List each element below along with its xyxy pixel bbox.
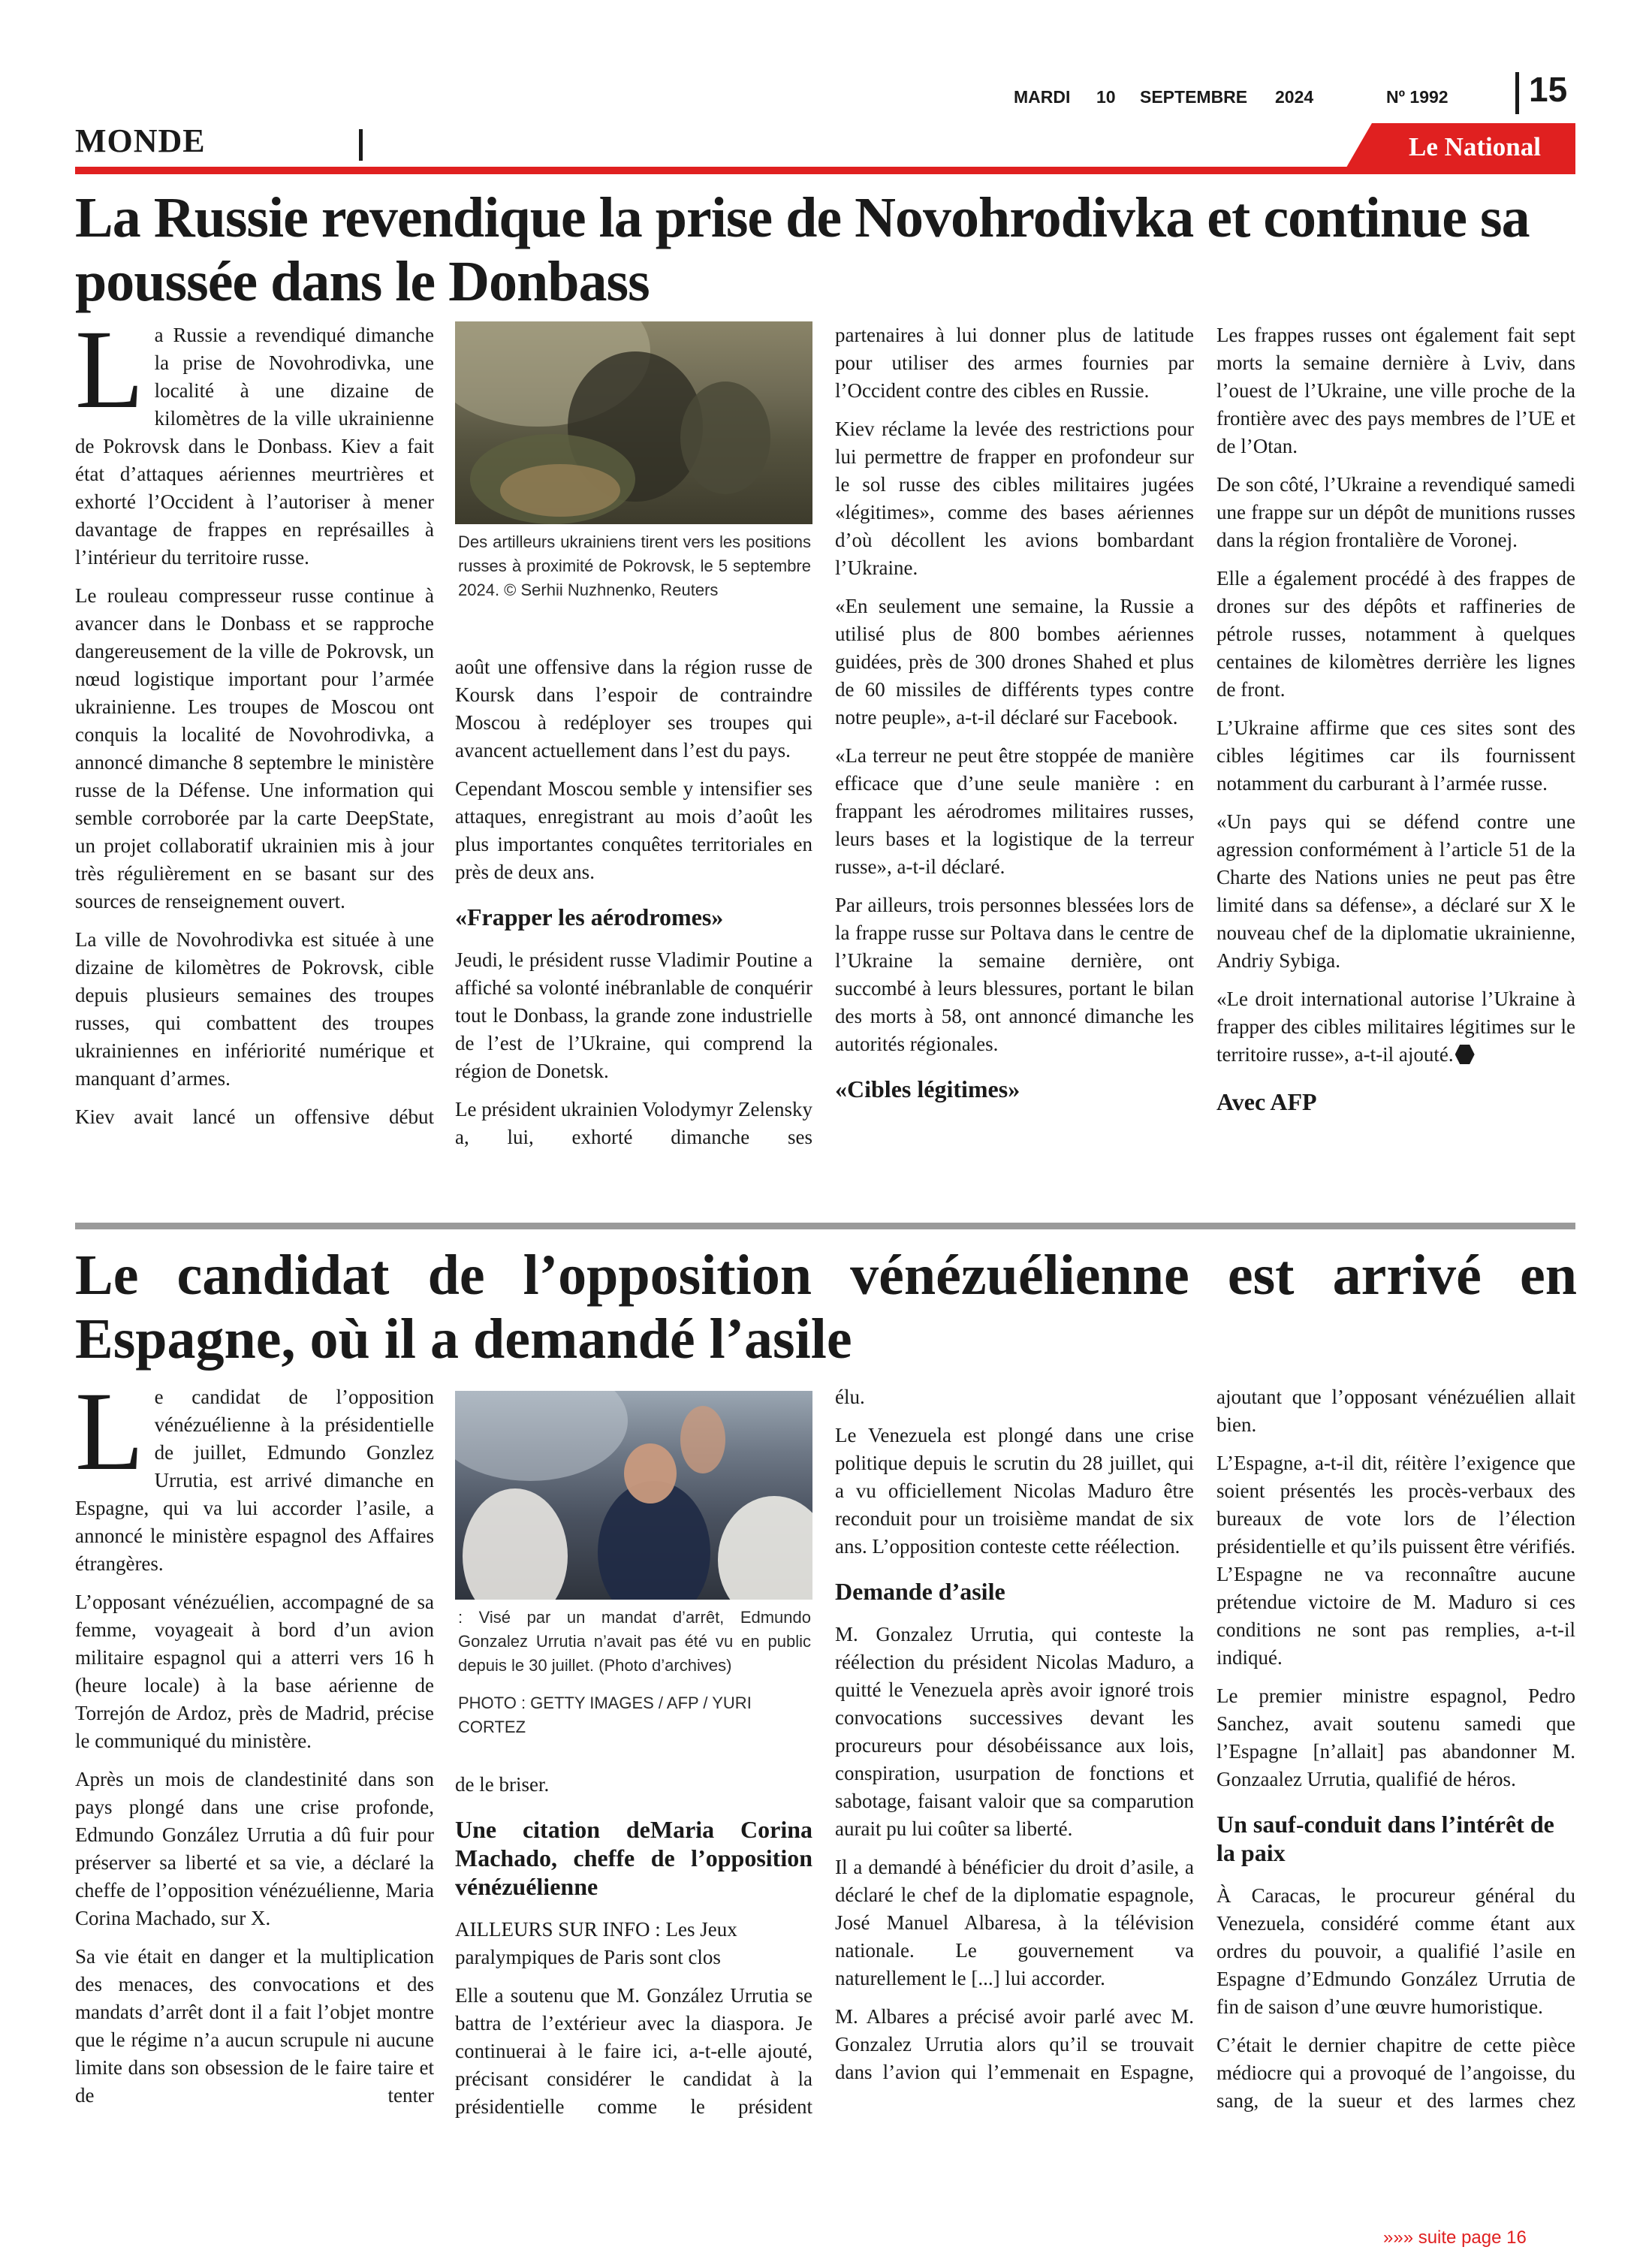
article1-column-2 xyxy=(455,653,812,1162)
end-of-article-icon xyxy=(1455,1045,1475,1064)
page-number: 15 xyxy=(1529,70,1568,109)
paragraph: «Un pays qui se défend contre une agression conformément à l’article 51 de la Charte des Nations unies ne peut pas être limité dans sa défense», a déclaré sur X le nouveau chef de la diplomatie ukrainienne, Andriy Sybiga. xyxy=(1216,810,1575,972)
date-month: SEPTEMBRE xyxy=(1140,87,1248,107)
dateline xyxy=(1014,84,1479,114)
article1-column-3 xyxy=(835,321,1194,1118)
article2-headline: Le candidat de l’opposition vénézuélienne est arrivé en Espagne, où il a demandé l’asile xyxy=(75,1244,1577,1371)
paragraph: L’Ukraine affirme que ces sites sont des cibles légitimes car ils fournissent notamment du carburant à l’armée russe. xyxy=(1216,716,1575,795)
related-link[interactable]: AILLEURS SUR INFO : Les Jeux paralympiques de Paris sont clos xyxy=(455,1918,737,1968)
continuation-link[interactable]: »»» suite page 16 xyxy=(1383,2227,1527,2248)
article2-column-1 xyxy=(75,1369,434,2120)
article1-photo-caption: Des artilleurs ukrainiens tirent vers les positions russes à proximité de Pokrovsk, le 5 septembre 2024. © Serhii Nuzhnenko, Reuters xyxy=(458,532,811,599)
paragraph: Le rouleau compresseur russe continue à avancer dans le Donbass et se rapproche dangereusement de la ville de Pokrovsk, un nœud logistique important pour l’armée ukrainienne. Les troupes de Moscou ont conquis la localité de Novohrodivka, a annoncé dimanche 8 septembre le ministère russe de la Défense. Une information qui semble corroborée par la carte DeepState, un projet collaboratif ukrainien mis à jour très régulièrement en se basant sur des sources de renseignement ouvert. xyxy=(75,584,434,912)
article2-subhead-2: Demande d’asile xyxy=(835,1578,1005,1605)
paragraph: ajoutant que l’opposant vénézuélien allait bien. xyxy=(1216,1386,1575,1436)
article2-subhead-3: Un sauf-conduit dans l’intérêt de la paix xyxy=(1216,1811,1554,1866)
photo-person-white-shirt xyxy=(718,1496,812,1600)
paragraph: «En seulement une semaine, la Russie a utilisé plus de 800 bombes aériennes guidées, près de 300 drones Shahed et plus de 60 missiles de différents types contre notre peuple», a-t-il déclaré sur Facebook. xyxy=(835,595,1194,728)
article1-photo xyxy=(455,321,812,524)
paragraph: Jeudi, le président russe Vladimir Poutine a affiché sa volonté inébranlable de conquérir tout le Donbass, la grande zone industrielle de l’est de l’Ukraine, qui comprend la région de Donetsk. xyxy=(455,949,812,1082)
paragraph: août une offensive dans la région russe de Koursk dans l’espoir de contraindre Moscou à redéployer ses troupes qui avancent actuellement dans l’est du pays. xyxy=(455,656,812,762)
photo-artillery-shell xyxy=(500,464,620,517)
paragraph: C’était le dernier chapitre de cette pièce médiocre qui a provoqué de l’angoisse, du sang, de la sueur et des larmes chez xyxy=(1216,2034,1575,2112)
paragraph: Kiev avait lancé un offensive début xyxy=(75,1105,434,1128)
article2-column-4 xyxy=(1216,1383,1575,2125)
paragraph: Cependant Moscou semble y intensifier ses attaques, enregistrant au mois d’août les plus importantes conquêtes territoriales en près de deux ans. xyxy=(455,777,812,883)
paragraph: Par ailleurs, trois personnes blessées lors de la frappe russe sur Poltava dans le centre de l’Ukraine la semaine dernière, ont succombé à leurs blessures, portant le bilan des morts à 58, ont annoncé dimanche les autorités régionales. xyxy=(835,894,1194,1055)
paragraph: Il a demandé à bénéficier du droit d’asile, a déclaré le chef de la diplomatie espagnole, José Manuel Albaresa, à la télévision nationale. Le gouvernement va naturellement le [...] lui accorder. xyxy=(835,1856,1194,1989)
photo-background-crowd xyxy=(455,1391,628,1481)
article1-subhead-2: «Cibles légitimes» xyxy=(835,1075,1020,1102)
publication-name: Le National xyxy=(1409,132,1541,161)
paragraph: À Caracas, le procureur général du Venezuela, considéré comme étant aux ordres du pouvoir, a qualifié l’asile en Espagne d’Edmundo González Urrutia de fin de saison d’une œuvre humoristique. xyxy=(1216,1884,1575,2018)
article1-subhead-1: «Frapper les aérodromes» xyxy=(455,903,724,930)
article2-column-2 xyxy=(455,1771,812,2131)
article2-subhead-1: Une citation deMaria Corina Machado, cheffe de l’opposition vénézuélienne xyxy=(455,1816,812,1900)
issue-number: Nº 1992 xyxy=(1386,87,1449,107)
article2-photo-credit: PHOTO : GETTY IMAGES / AFP / YURI CORTEZ xyxy=(458,1694,752,1736)
closing-paragraph-text: «Le droit international autorise l’Ukraine à frapper des cibles militaires légitimes sur le territoire russe», a-t-il ajouté. xyxy=(1216,988,1575,1066)
page-number-divider xyxy=(1515,72,1519,114)
paragraph: La ville de Novohrodivka est située à une dizaine de kilomètres de Pokrovsk, cible depuis plusieurs semaines des troupes russes, qui combattent des troupes ukrainiennes en infériorité numérique et manquant d’armes. xyxy=(75,928,434,1090)
article1-column-1 xyxy=(75,307,434,1142)
header-rule xyxy=(75,167,1575,174)
article-divider xyxy=(75,1223,1575,1229)
paragraph: Kiev réclame la levée des restrictions pour lui permettre de frapper en profondeur sur le sol russe des cibles militaires jugées «légitimes», comme des bases aériennes d’où décollent les avions bombardant l’Ukraine. xyxy=(835,418,1194,579)
paragraph: L’Espagne, a-t-il dit, réitère l’exigence que soient présentés les procès-verbaux des bureaux de vote lors de l’élection présidentielle et qu’ils puissent être vérifiés. L’Espagne ne va reconnaître aucune prétendue victoire de M. Maduro si ces conditions ne sont pas remplies, a-t-il indiqué. xyxy=(1216,1452,1575,1669)
photo-person-white-shirt xyxy=(463,1488,568,1600)
section-label: MONDE xyxy=(75,122,206,159)
paragraph: e candidat de l’opposition vénézuélienne à la présidentielle de juillet, Edmundo Gonzlez Urrutia, est arrivé dimanche en Espagne, qui va lui accorder l’asile, a annoncé le ministère espagnol des Affaires étrangères. xyxy=(75,1386,434,1575)
article1-dropcap: L xyxy=(75,307,144,432)
date-day: MARDI xyxy=(1014,87,1071,107)
article2-column-3 xyxy=(835,1383,1194,2097)
paragraph: Le Venezuela est plongé dans une crise politique depuis le scrutin du 28 juillet, qui a vu officiellement Nicolas Maduro être reconduit pour un troisième mandat de six ans. L’opposition conteste cette réélection. xyxy=(835,1424,1194,1558)
article1-headline: La Russie revendique la prise de Novohrodivka et continue sa poussée dans le Donbass xyxy=(75,186,1530,314)
paragraph: De son côté, l’Ukraine a revendiqué samedi une frappe sur un dépôt de munitions russes dans la région frontalière de Voronej. xyxy=(1216,473,1575,551)
photo-soldier-figure xyxy=(680,382,770,494)
paragraph: Elle a également procédé à des frappes de drones sur des dépôts et raffineries de pétrole russes, notamment à quelques centaines de kilomètres derrière les lignes de front. xyxy=(1216,567,1575,701)
date-year: 2024 xyxy=(1275,87,1314,107)
section-divider xyxy=(359,129,363,161)
photo-raised-hand xyxy=(680,1406,725,1473)
paragraph: Sa vie était en danger et la multiplication des menaces, des convocations et des mandats d’arrêt dont il a fait l’objet montre que le régime n’a aucun scrupule ni aucune limite dans son obsession de le faire taire et de tenter xyxy=(75,1945,434,2107)
paragraph: a Russie a revendiqué dimanche la prise de Novohrodivka, une localité à une dizaine de kilomètres de la ville ukrainienne de Pokrovsk dans le Donbass. Kiev a fait état d’attaques aériennes meurtrières et exhorté l’Occident à l’autoriser à mener davantage de frappes en représailles à l’intérieur du territoire russe. xyxy=(75,324,434,569)
article2-photo-caption: : Visé par un mandat d’arrêt, Edmundo Gonzalez Urrutia n’avait pas été vu en public depuis le 30 juillet. (Photo d’archives) xyxy=(458,1608,811,1675)
paragraph: Les frappes russes ont également fait sept morts la semaine dernière à Lviv, dans l’ouest de l’Ukraine, une ville proche de la frontière avec des pays membres de l’UE et de l’Otan. xyxy=(1216,324,1575,457)
paragraph: Elle a soutenu que M. González Urrutia se battra de l’extérieur avec la diaspora. Je continuerai à le faire ici, a-t-elle ajouté, précisant considérer le candidat à la présidentielle comme le président xyxy=(455,1984,812,2118)
paragraph: Le premier ministre espagnol, Pedro Sanchez, avait soutenu samedi que l’Espagne [n’allait] pas abandonner M. Gonzaalez Urrutia, qualifié de héros. xyxy=(1216,1684,1575,1790)
paragraph: Après un mois de clandestinité dans son pays plongé dans une crise profonde, Edmundo González Urrutia a dû fuir pour préserver sa liberté et sa vie, a déclaré la cheffe de l’opposition vénézuélienne, Maria Corina Machado, sur X. xyxy=(75,1768,434,1929)
article2-photo xyxy=(455,1391,812,1600)
paragraph: «La terreur ne peut être stoppée de manière efficace que d’une seule manière : en frappant les aérodromes militaires russes, leurs bases et la logistique de la terreur russe», a-t-il déclaré. xyxy=(835,744,1194,878)
article2-dropcap: L xyxy=(75,1369,144,1494)
paragraph: Le président ukrainien Volodymyr Zelensky a, lui, exhorté dimanche ses xyxy=(455,1098,812,1148)
article1-column-4 xyxy=(1216,321,1575,1116)
paragraph: L’opposant vénézuélien, accompagné de sa femme, voyageait à bord d’un avion militaire espagnol qui a atterri vers 16 h (heure locale) à la base aérienne de Torrejón de Ardoz, près de Madrid, précise le communiqué du ministère. xyxy=(75,1591,434,1752)
paragraph: élu. xyxy=(835,1386,865,1408)
paragraph: de le briser. xyxy=(455,1773,550,1796)
paragraph: partenaires à lui donner plus de latitude pour utiliser des armes fournies par l’Occident contre des cibles en Russie. xyxy=(835,324,1194,402)
date-number: 10 xyxy=(1096,87,1116,107)
article1-signature: Avec AFP xyxy=(1216,1088,1317,1115)
paragraph: M. Albares a précisé avoir parlé avec M. Gonzalez Urrutia alors qu’il se trouvait dans l’avion qui l’emmenait en Espagne, xyxy=(835,2005,1194,2083)
paragraph: M. Gonzalez Urrutia, qui conteste la réélection du président Nicolas Maduro, a quitté le Venezuela après avoir ignoré trois convocations successives devant les procureurs pour désobéissance aux lois, conspiration, usurpation de fonctions et sabotage, faisant valoir que sa comparution aurait pu lui coûter sa liberté. xyxy=(835,1623,1194,1840)
paragraph xyxy=(1216,985,1575,1069)
photo-candidate-face xyxy=(624,1443,677,1504)
